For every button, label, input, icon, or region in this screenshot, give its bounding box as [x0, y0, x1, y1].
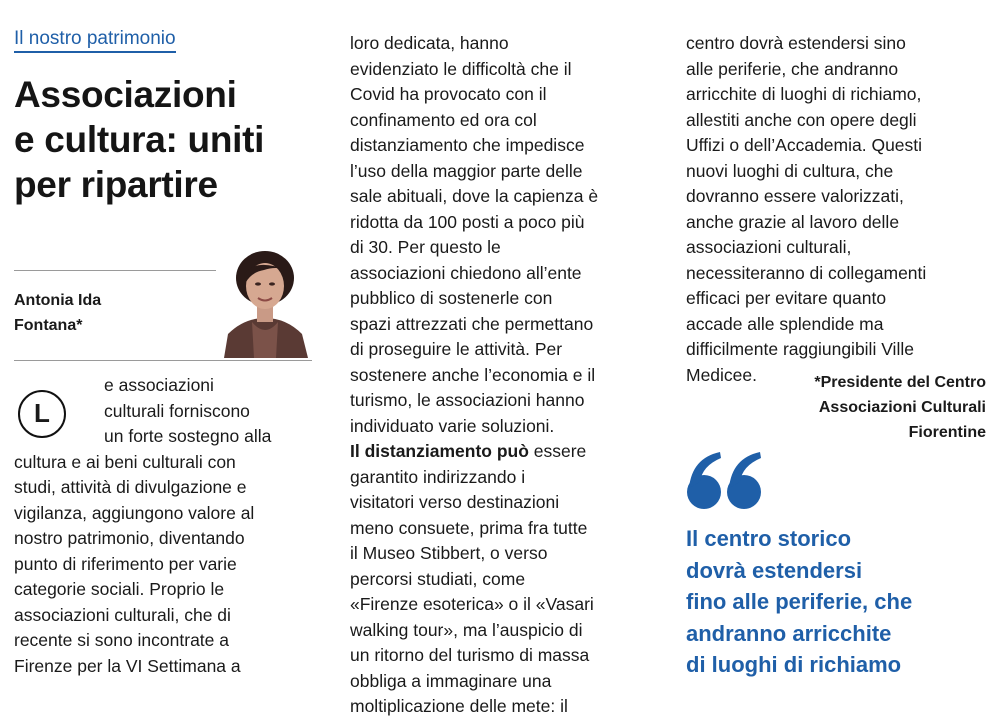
- text-line: alle periferie, che andranno: [686, 58, 899, 79]
- text-line: walking tour», ma l’auspicio di: [350, 619, 583, 640]
- text-line: sale abituali, dove la capienza è: [350, 186, 599, 206]
- text-line: pubblico di sostenerle con: [350, 288, 553, 308]
- article-text-column-2: [350, 31, 655, 720]
- article-text-column-1: [14, 373, 314, 679]
- text-line: Medicee.: [686, 364, 758, 385]
- text-line: Uffizi o dell’Accademia. Questi: [686, 135, 923, 155]
- headline: [14, 72, 314, 207]
- text-line: «Firenze esoterica» o il «Vasari: [350, 594, 594, 614]
- text-line: garantito indirizzando i: [350, 466, 526, 487]
- text-line: Firenze per la VI Settimana a: [14, 655, 241, 676]
- pull-quote-line: di luoghi di richiamo: [686, 652, 902, 677]
- pull-quote-line: andranno arricchite: [686, 620, 892, 646]
- text-line: distanziamento che impedisce: [350, 135, 585, 155]
- text-line: recente si sono incontrate a: [14, 630, 229, 650]
- text-line: categorie sociali. Proprio le: [14, 579, 225, 599]
- text-line: meno consuete, prima fra tutte: [350, 517, 588, 538]
- text-line: nostro patrimonio, diventando: [14, 528, 245, 548]
- author-photo: [216, 248, 314, 358]
- pull-quote: [686, 523, 986, 681]
- text-line: un ritorno del turismo di massa: [350, 645, 590, 665]
- text-line: dovranno essere valorizzati,: [686, 186, 904, 206]
- text-line: accade alle splendide ma: [686, 313, 884, 334]
- author-name: Antonia Ida Fontana*: [14, 292, 102, 334]
- text-line: confinamento ed ora col: [350, 109, 537, 130]
- text-line: necessiteranno di collegamenti: [686, 262, 927, 283]
- text-line: individuato varie soluzioni.: [350, 415, 555, 436]
- text-line: cultura e ai beni culturali con: [14, 451, 236, 472]
- text-line: moltiplicazione delle mete: il: [350, 696, 568, 716]
- text-line: anche grazie al lavoro delle: [686, 211, 900, 232]
- text-line: il Museo Stibbert, o verso: [350, 543, 548, 563]
- article-text-column-3: [686, 31, 986, 388]
- text-line: punto di riferimento per varie: [14, 553, 237, 574]
- text-line: ridotta da 100 posti a poco più: [350, 211, 585, 232]
- text-line: di proseguire le attività. Per: [350, 339, 563, 359]
- text-line: percorsi studiati, come: [350, 568, 526, 589]
- text-line: studi, attività di divulgazione e: [14, 477, 247, 497]
- quote-mark-icon: [686, 452, 766, 512]
- text-line: difficilmente raggiungibili Ville: [686, 339, 914, 359]
- text-line: allestiti anche con opere degli: [686, 109, 917, 130]
- text-run: essere: [528, 441, 587, 461]
- pull-quote-line: fino alle periferie, che: [686, 589, 913, 614]
- text-line: associazioni chiedono all’ente: [350, 262, 582, 283]
- text-line: turismo, le associazioni hanno: [350, 390, 585, 410]
- author-signature: *Presidente del Centro Associazioni Culturali Fiorentine: [814, 374, 986, 441]
- section-label: Il nostro patrimonio: [14, 28, 176, 53]
- text-line: obbliga a immaginare una: [350, 670, 552, 691]
- text-line: e associazioni: [104, 375, 214, 395]
- column-1: [14, 0, 314, 688]
- text-line: arricchite di luoghi di richiamo,: [686, 84, 922, 104]
- text-line: culturali forniscono: [104, 400, 250, 421]
- pull-quote-line: dovrà estendersi: [686, 557, 863, 583]
- headline-line: e cultura: uniti: [14, 119, 265, 160]
- headline-line: per ripartire: [14, 164, 218, 205]
- text-line: evidenziato le difficoltà che il: [350, 58, 572, 79]
- drop-cap: L: [18, 390, 66, 438]
- divider: [14, 360, 312, 361]
- text-line: nuovi luoghi di cultura, che: [686, 160, 894, 181]
- column-3: [686, 0, 986, 688]
- text-line: spazi attrezzati che permettano: [350, 313, 594, 334]
- text-line: l’uso della maggior parte delle: [350, 160, 583, 181]
- pull-quote-line: Il centro storico: [686, 526, 852, 551]
- text-line: visitatori verso destinazioni: [350, 492, 560, 512]
- text-line: sostenere anche l’economia e il: [350, 364, 596, 385]
- bold-lead: Il distanziamento può: [350, 441, 529, 461]
- text-line: vigilanza, aggiungono valore al: [14, 502, 255, 523]
- text-line: [350, 439, 655, 465]
- text-line: un forte sostegno alla: [104, 426, 272, 446]
- text-line: loro dedicata, hanno: [350, 33, 509, 53]
- text-line: associazioni culturali, che di: [14, 604, 231, 625]
- text-line: di 30. Per questo le: [350, 237, 501, 257]
- text-line: Covid ha provocato con il: [350, 84, 547, 104]
- text-line: associazioni culturali,: [686, 237, 852, 257]
- column-2: [350, 0, 655, 716]
- text-line: centro dovrà estendersi sino: [686, 33, 906, 53]
- headline-line: Associazioni: [14, 74, 237, 115]
- text-line: efficaci per evitare quanto: [686, 288, 887, 308]
